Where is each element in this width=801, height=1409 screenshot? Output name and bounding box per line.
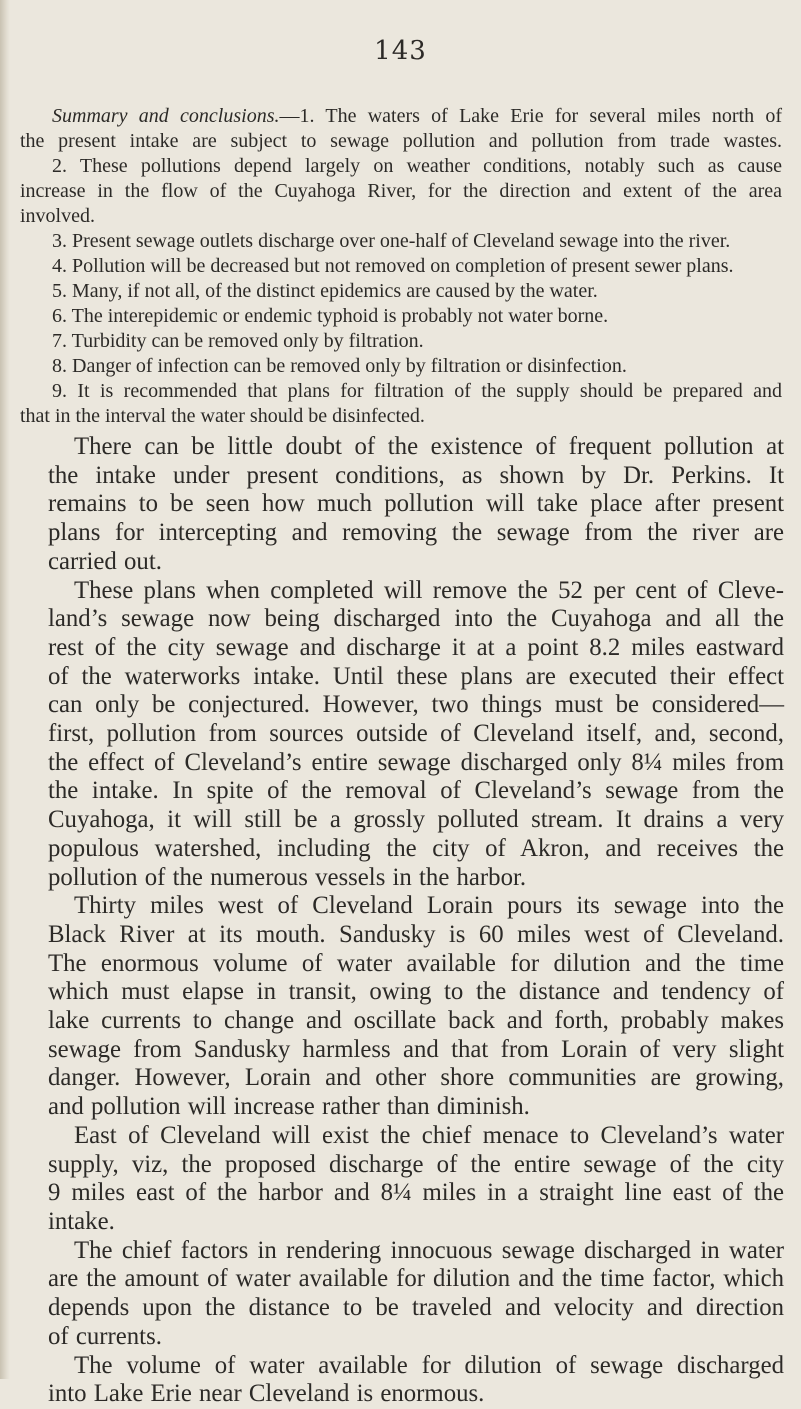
body-line: the intake under present conditions, as shown by Dr. Perkins. It: [48, 461, 784, 489]
body-line: into Lake Erie near Cleveland is enormous.: [48, 1380, 485, 1408]
body-line: depends upon the distance to be traveled and velocity and direction: [48, 1294, 784, 1322]
body-line: The enormous volume of water available for dilution and the time: [48, 949, 784, 977]
summary-lead: Summary and conclusions.: [52, 105, 280, 127]
body-line: supply, viz, the proposed discharge of the entire sewage of the city: [48, 1150, 784, 1178]
body-line: There can be little doubt of the existence of frequent pollution at: [74, 433, 784, 460]
summary-item: 6. The interepidemic or endemic typhoid is probably not water borne.: [52, 305, 609, 327]
summary-section: [20, 104, 782, 429]
body-line: can only be conjectured. However, two things must be considered—: [48, 691, 784, 719]
summary-line: the present intake are subject to sewage pollution and pollution from trade wastes.: [20, 130, 782, 152]
summary-line: increase in the flow of the Cuyahoga River, for the direction and extent of the area: [20, 180, 782, 202]
body-line: rest of the city sewage and discharge it at a point 8.2 miles eastward: [48, 633, 784, 661]
body-line: plans for intercepting and removing the sewage from the river are: [48, 519, 784, 547]
summary-item: 8. Danger of infection can be removed only by filtration or disinfection.: [52, 355, 627, 377]
summary-item: 3. Present sewage outlets discharge over one-half of Cleveland sewage into the river.: [52, 230, 731, 252]
body-line: first, pollution from sources outside of Cleveland itself, and, second,: [48, 720, 784, 748]
summary-line: that in the interval the water should be disinfected.: [20, 405, 425, 427]
body-line: The chief factors in rendering innocuous sewage discharged in water: [74, 1236, 784, 1264]
body-line: The volume of water available for dilution of sewage discharged: [74, 1351, 784, 1379]
page-edge-shadow: [0, 0, 10, 1379]
body-line: East of Cleveland will exist the chief menace to Cleveland’s water: [74, 1121, 784, 1149]
summary-item: 4. Pollution will be decreased but not removed on completion of present sewer plans.: [52, 255, 734, 277]
body-line: populous watershed, including the city of Akron, and receives the: [48, 834, 784, 862]
body-line: Cuyahoga, it will still be a grossly polluted stream. It drains a very: [48, 806, 784, 834]
summary-line: involved.: [20, 205, 95, 227]
body-line: carried out.: [48, 547, 162, 575]
body-line: sewage from Sandusky harmless and that from Lorain of very slight: [48, 1035, 784, 1063]
body-line: These plans when completed will remove the 52 per cent of Cleve-: [74, 576, 784, 604]
body-line: remains to be seen how much pollution will take place after present: [48, 490, 784, 518]
body-line: intake.: [48, 1207, 115, 1235]
body-line: the intake. In spite of the removal of Cleveland’s sewage from the: [48, 777, 784, 805]
body-line: of currents.: [48, 1322, 162, 1350]
body-line: are the amount of water available for dilution and the time factor, which: [48, 1265, 784, 1293]
body-line: land’s sewage now being discharged into the Cuyahoga and all the: [48, 605, 784, 633]
summary-line: 2. These pollutions depend largely on weather conditions, notably such as cause: [52, 155, 782, 177]
body-line: danger. However, Lorain and other shore communities are growing,: [48, 1064, 784, 1092]
summary-item: 7. Turbidity can be removed only by filtration.: [52, 330, 424, 352]
body-line: Thirty miles west of Cleveland Lorain pours its sewage into the: [74, 892, 784, 920]
page-number: 143: [374, 36, 427, 66]
body-line: which must elapse in transit, owing to the distance and tendency of: [48, 978, 784, 1006]
summary-line: Summary and conclusions.—1. The waters of Lake Erie for several miles north of: [52, 105, 783, 127]
body-line: 9 miles east of the harbor and 8¼ miles in a straight line east of the: [48, 1179, 784, 1207]
body-line: of the waterworks intake. Until these plans are executed their effect: [48, 662, 784, 690]
body-text: [48, 433, 784, 1409]
body-line: lake currents to change and oscillate back and forth, probably makes: [48, 1007, 784, 1035]
body-line: pollution of the numerous vessels in the harbor.: [48, 863, 527, 891]
body-line: the effect of Cleveland’s entire sewage discharged only 8¼ miles from: [48, 748, 784, 776]
summary-item: 9. It is recommended that plans for filtration of the supply should be prepared and: [52, 380, 782, 402]
summary-item: 5. Many, if not all, of the distinct epidemics are caused by the water.: [52, 280, 598, 302]
body-line: Black River at its mouth. Sandusky is 60 miles west of Cleveland.: [48, 920, 784, 948]
body-line: and pollution will increase rather than diminish.: [48, 1093, 530, 1121]
